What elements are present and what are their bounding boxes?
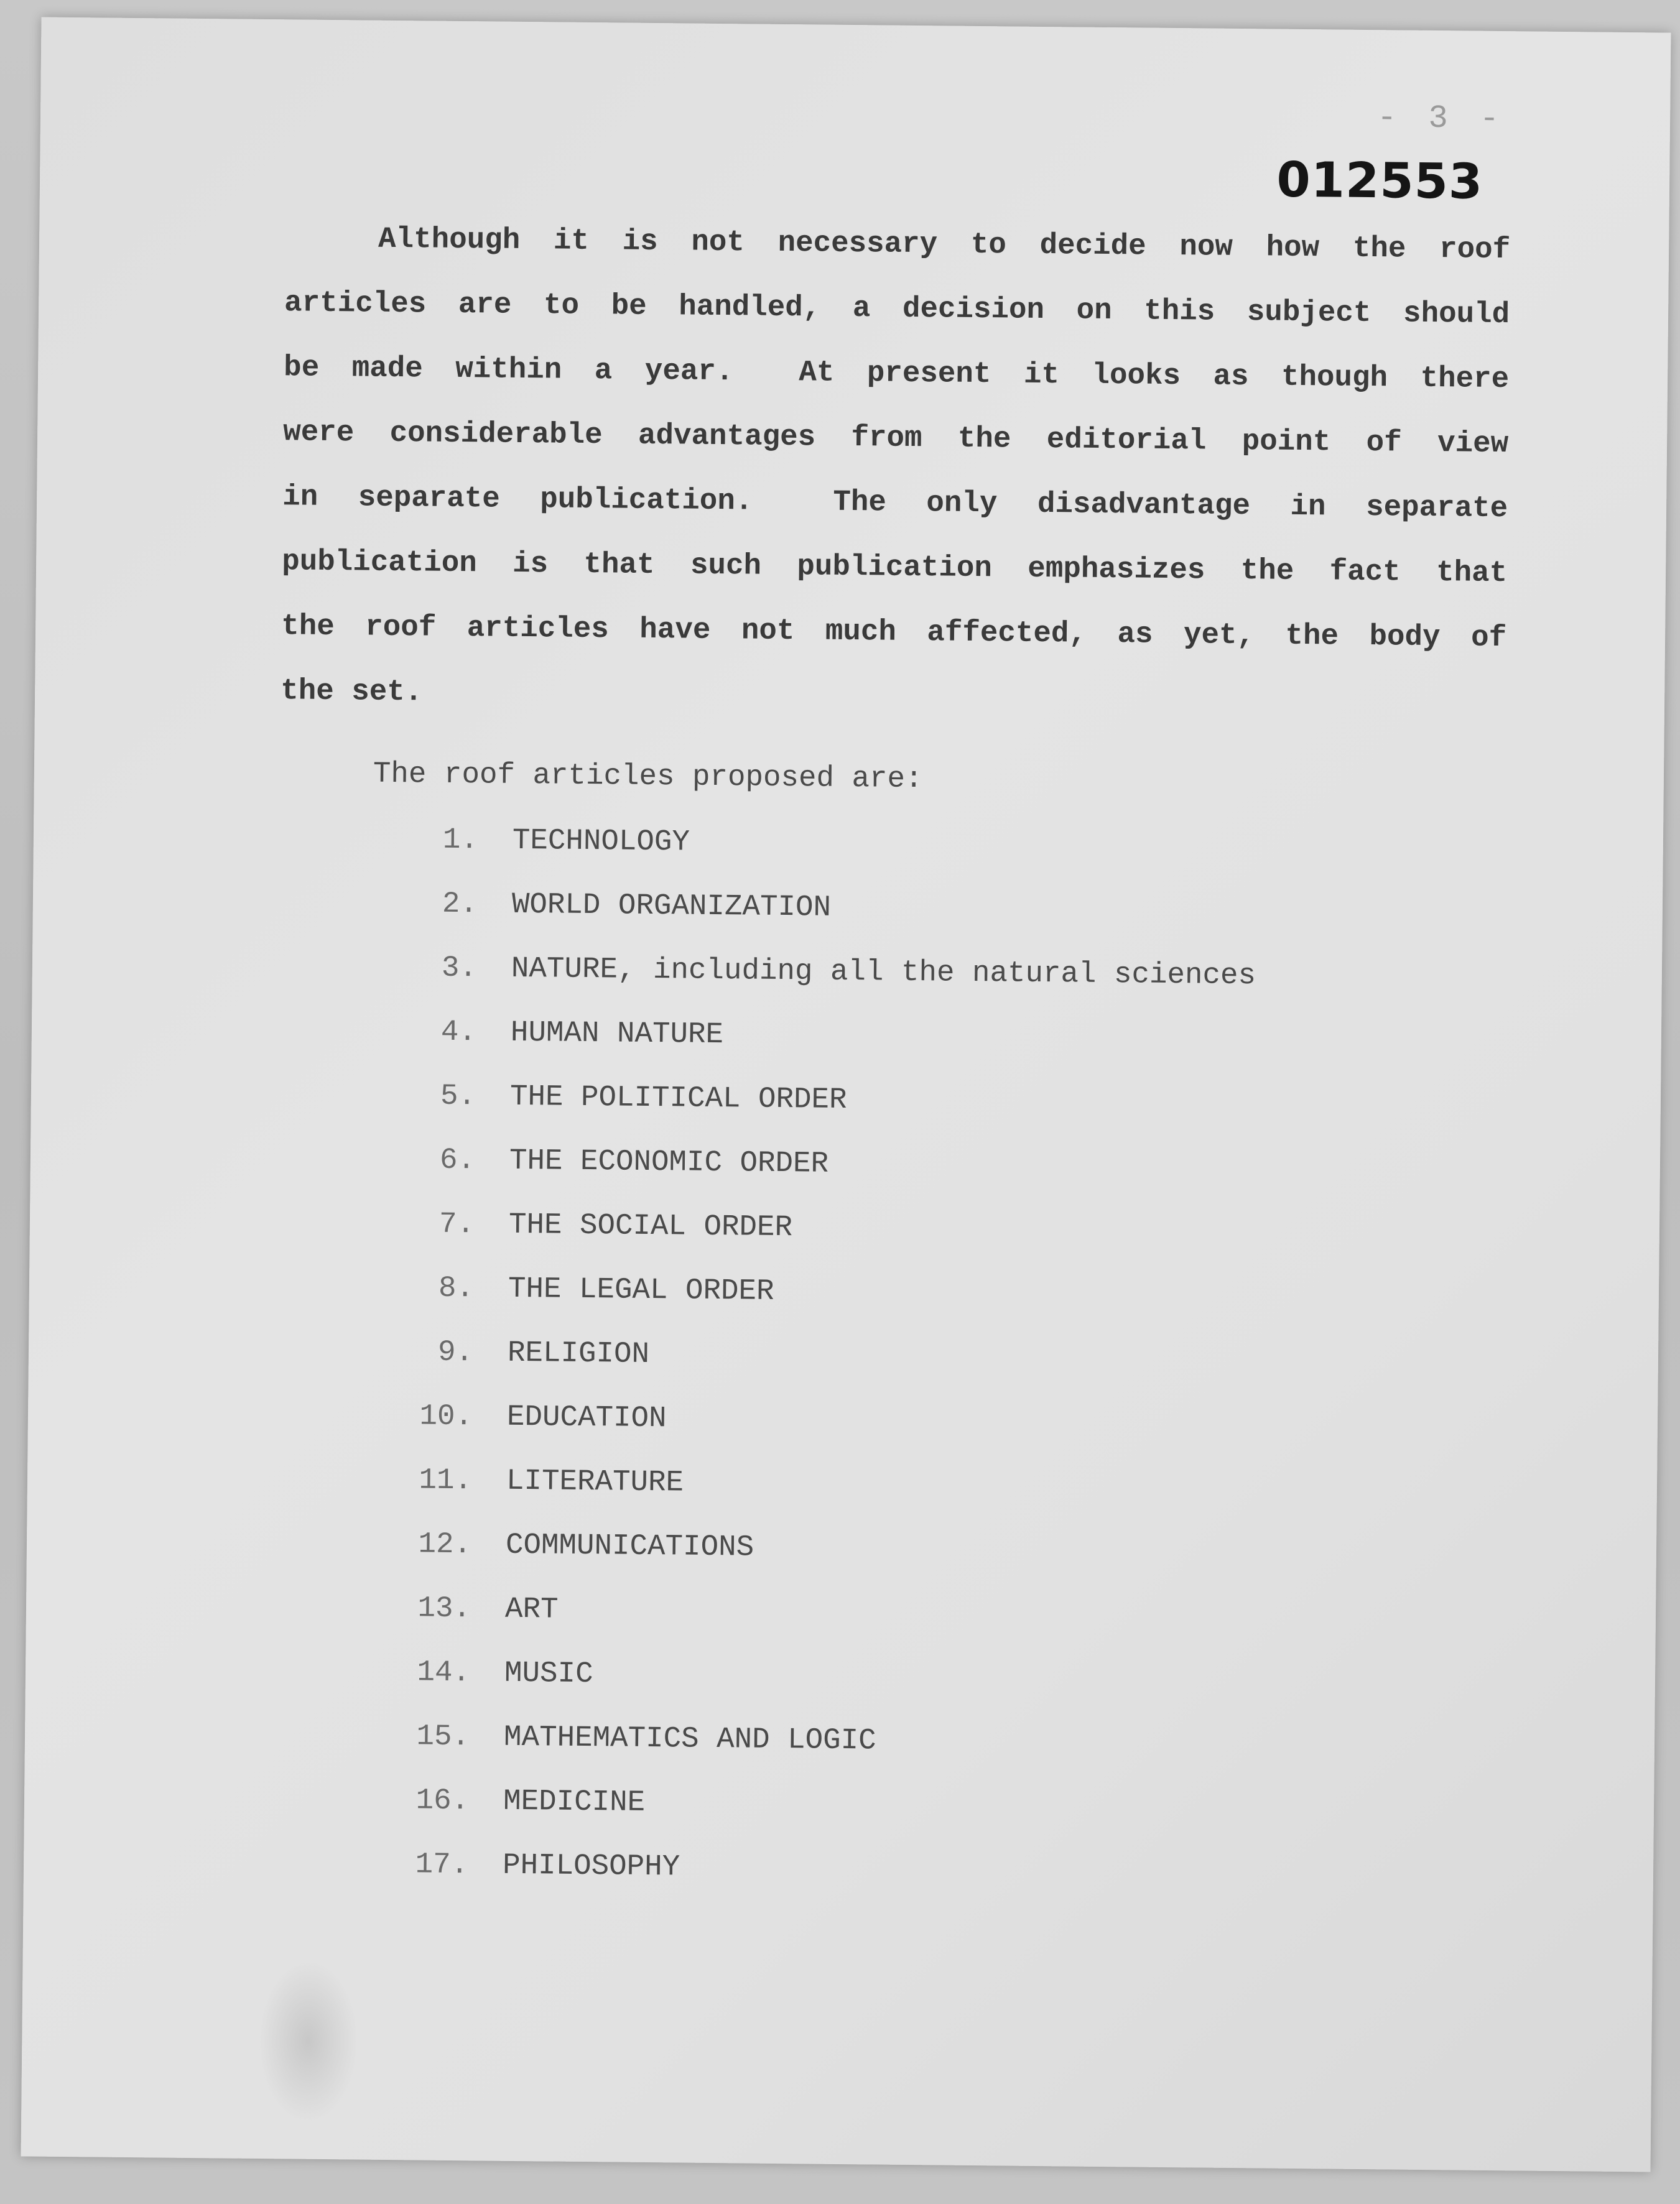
- paragraph-line: articles are to be handled, a decision on this subject should: [284, 286, 1510, 332]
- item-title: NATURE, including all the natural sciences: [511, 952, 1256, 993]
- list-item: [402, 1192, 1253, 1264]
- list-item: [401, 1320, 1252, 1392]
- item-title: RELIGION: [507, 1336, 650, 1371]
- list-intro: The roof articles proposed are:: [373, 757, 923, 797]
- page-number: - 3 -: [1376, 100, 1506, 138]
- item-number: 6.: [439, 1143, 476, 1178]
- item-number: 14.: [417, 1655, 471, 1690]
- item-title: LITERATURE: [506, 1464, 684, 1500]
- paragraph-line: publication is that such publication emphasizes the fact that: [281, 545, 1508, 591]
- list-item: [406, 872, 1256, 944]
- list-item: [404, 1064, 1255, 1136]
- item-title: COMMUNICATIONS: [505, 1528, 754, 1565]
- list-item: [401, 1448, 1251, 1521]
- item-title: PHILOSOPHY: [502, 1848, 680, 1884]
- item-title: THE SOCIAL ORDER: [508, 1208, 793, 1245]
- item-title: THE LEGAL ORDER: [508, 1272, 774, 1308]
- document-page: [21, 17, 1671, 2172]
- item-number: 8.: [438, 1271, 475, 1306]
- paragraph-line: Although it is not necessary to decide now how the roof: [378, 222, 1511, 267]
- paragraph-line: be made within a year. At present it looks as though there: [283, 351, 1510, 397]
- list-item: [397, 1769, 1248, 1841]
- item-number: 17.: [415, 1848, 469, 1882]
- smudge-mark: [258, 1960, 358, 2123]
- item-number: 3.: [441, 951, 478, 986]
- body-paragraph: [281, 206, 1511, 735]
- item-title: EDUCATION: [506, 1400, 667, 1436]
- item-title: MEDICINE: [503, 1784, 646, 1820]
- item-title: TECHNOLOGY: [512, 823, 690, 859]
- paragraph-line: in separate publication. The only disadvantage in separate: [282, 480, 1508, 526]
- list-item: [404, 1000, 1255, 1072]
- paragraph-line: were considerable advantages from the editorial point of view: [282, 415, 1509, 461]
- item-title: THE ECONOMIC ORDER: [509, 1144, 829, 1181]
- list-item: [406, 808, 1257, 880]
- item-number: 12.: [418, 1527, 472, 1562]
- item-number: 4.: [440, 1015, 477, 1050]
- list-item: [397, 1833, 1248, 1905]
- item-title: WORLD ORGANIZATION: [511, 887, 832, 925]
- item-number: 7.: [439, 1207, 475, 1242]
- item-number: 9.: [437, 1335, 474, 1370]
- document-id-stamp: 012553: [1276, 152, 1483, 210]
- item-number: 11.: [419, 1463, 473, 1498]
- paragraph-line: the roof articles have not much affected, as yet, the body of: [281, 609, 1507, 655]
- roof-articles-list: [397, 808, 1258, 1905]
- item-number: 16.: [415, 1784, 470, 1818]
- list-item: [400, 1512, 1251, 1585]
- list-item: [401, 1384, 1252, 1456]
- item-title: MATHEMATICS AND LOGIC: [503, 1720, 876, 1758]
- list-item: [402, 1256, 1253, 1328]
- item-title: THE POLITICAL ORDER: [509, 1080, 847, 1118]
- item-number: 10.: [419, 1399, 473, 1434]
- item-number: 1.: [442, 823, 479, 858]
- list-item: [398, 1705, 1249, 1777]
- item-title: HUMAN NATURE: [510, 1016, 724, 1052]
- list-item: [399, 1577, 1250, 1649]
- item-number: 2.: [442, 887, 478, 922]
- list-item: [399, 1641, 1250, 1713]
- list-item: [403, 1128, 1254, 1200]
- paragraph-line: the set.: [280, 674, 423, 710]
- item-title: ART: [504, 1592, 559, 1627]
- item-number: 5.: [440, 1079, 476, 1114]
- item-number: 13.: [417, 1591, 471, 1626]
- item-title: MUSIC: [504, 1656, 593, 1692]
- item-number: 15.: [416, 1720, 470, 1754]
- list-item: [405, 936, 1256, 1008]
